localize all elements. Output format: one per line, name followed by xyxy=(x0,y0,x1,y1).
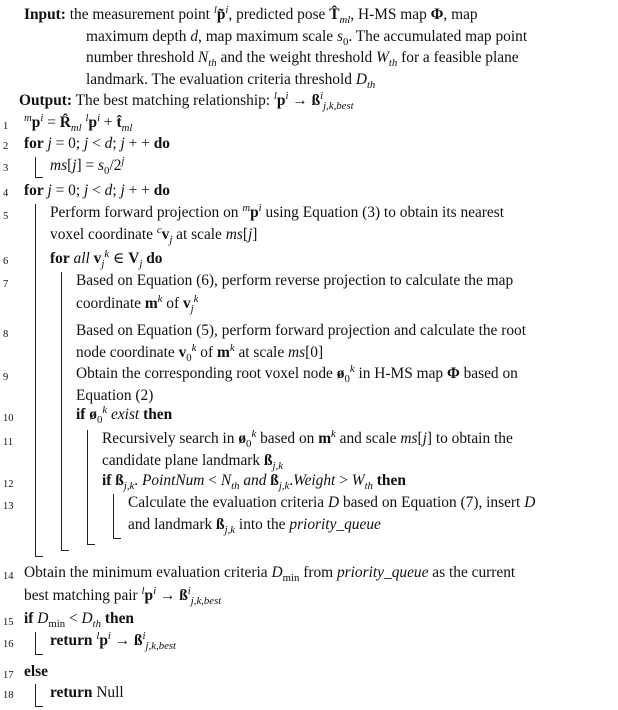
step-10: if $ø_0^k$ exist then xyxy=(76,403,173,427)
input-line-3: number threshold $N_{th}$ and the weight threshold $W_{th}$ for a feasible plane xyxy=(86,49,519,70)
output-line: Output: The best matching relationship: $^lp^i$ → $ß^i_{j,k,best}$ xyxy=(19,89,354,113)
step-18: return Null xyxy=(50,684,124,701)
line-number: 14 xyxy=(3,571,14,582)
line-number: 6 xyxy=(3,256,9,267)
step-2: for j = 0; j < d; j + + do xyxy=(24,135,170,152)
block-rule-v xyxy=(35,684,36,706)
line-number: 12 xyxy=(3,479,14,490)
line-number: 2 xyxy=(3,141,9,152)
block-rule-h xyxy=(35,556,43,557)
step-12: if $ß_{j,k}$. PointNum < $N_{th}$ and $ß_{j,k}.Weight > W_{th}$ then xyxy=(102,472,406,493)
line-number: 13 xyxy=(3,501,14,512)
step-15: if $D_{min} < D_{th}$ then xyxy=(24,610,134,631)
line-number: 8 xyxy=(3,329,9,340)
line-number: 18 xyxy=(3,690,14,701)
block-rule-h xyxy=(35,654,43,655)
block-rule-v xyxy=(87,430,88,544)
step-5-line-2: voxel coordinate $^cv_j$ at scale ms[j] xyxy=(50,223,258,247)
step-17: else xyxy=(24,663,48,680)
block-rule-v xyxy=(113,494,114,538)
input-label: Input: xyxy=(24,6,66,23)
step-1: $^mp^i$ = $R̂_{ml}$ $^lp^i$ + $t̂_{ml}$ xyxy=(24,111,133,135)
step-9-line-1: Obtain the corresponding root voxel node $ø_0^k$ in H-MS map Φ based on xyxy=(76,362,518,386)
block-rule-v xyxy=(61,272,62,550)
block-rule-v xyxy=(35,157,36,177)
block-rule-h xyxy=(35,177,43,178)
line-number: 5 xyxy=(3,211,9,222)
line-number: 10 xyxy=(3,413,14,424)
step-13-line-1: Calculate the evaluation criteria D based on Equation (7), insert D xyxy=(128,494,536,511)
step-11-line-1: Recursively search in $ø_0^k$ based on $m^k$ and scale ms[j] to obtain the xyxy=(102,427,513,451)
step-3: $ms[j] = s_0/2^j$ xyxy=(50,154,125,178)
step-6: for all $v_j^k$ ∈ $V_j$ do xyxy=(50,247,163,271)
line-number: 4 xyxy=(3,188,9,199)
step-14-line-1: Obtain the minimum evaluation criteria $D_{min}$ from priority_queue as the current xyxy=(24,564,516,585)
line-number: 11 xyxy=(3,437,14,448)
step-4: for j = 0; j < d; j + + do xyxy=(24,182,170,199)
block-rule-v xyxy=(35,632,36,654)
input-line-4: landmark. The evaluation criteria threshold $D_{th}$ xyxy=(86,70,376,91)
block-rule-h xyxy=(35,706,43,707)
line-number: 17 xyxy=(3,670,14,681)
step-11-line-2: candidate plane landmark $ß_{j,k}$ xyxy=(102,452,283,473)
step-16: return $^lp^i$ → $ß^i_{j,k,best}$ xyxy=(50,629,177,653)
block-rule-h xyxy=(61,550,69,551)
line-number: 1 xyxy=(3,121,9,132)
step-8-line-2: node coordinate $v_0^k$ of $m^k$ at scale ms[0] xyxy=(76,341,324,365)
step-9-line-2: Equation (2) xyxy=(76,387,154,404)
input-line-1: Input: the measurement point $^l$p̃$^i$, predicted pose $T̂_{ml}$, H-MS map Φ, map xyxy=(24,3,478,27)
step-5-line-1: Perform forward projection on $^mp^i$ using Equation (3) to obtain its nearest xyxy=(50,201,505,221)
line-number: 16 xyxy=(3,639,14,650)
step-14-line-2: best matching pair $^lp^i$ → $ß^i_{j,k,best}$ xyxy=(24,584,222,608)
step-8-line-1: Based on Equation (5), perform forward projection and calculate the root xyxy=(76,322,527,339)
step-7-line-2: coordinate $m^k$ of $v_j^k$ xyxy=(76,292,199,316)
step-13-line-2: and landmark $ß_{j,k}$ into the priority_queue xyxy=(128,516,381,537)
block-rule-h xyxy=(113,538,121,539)
output-label: Output: xyxy=(19,92,73,109)
block-rule-v xyxy=(35,204,36,556)
line-number: 3 xyxy=(3,163,9,174)
block-rule-h xyxy=(87,544,95,545)
input-line-2: maximum depth d, map maximum scale $s_0$. The accumulated map point xyxy=(86,27,528,48)
step-7-line-1: Based on Equation (6), perform reverse projection to calculate the map xyxy=(76,272,514,289)
line-number: 9 xyxy=(3,372,9,383)
line-number: 15 xyxy=(3,617,14,628)
line-number: 7 xyxy=(3,279,9,290)
